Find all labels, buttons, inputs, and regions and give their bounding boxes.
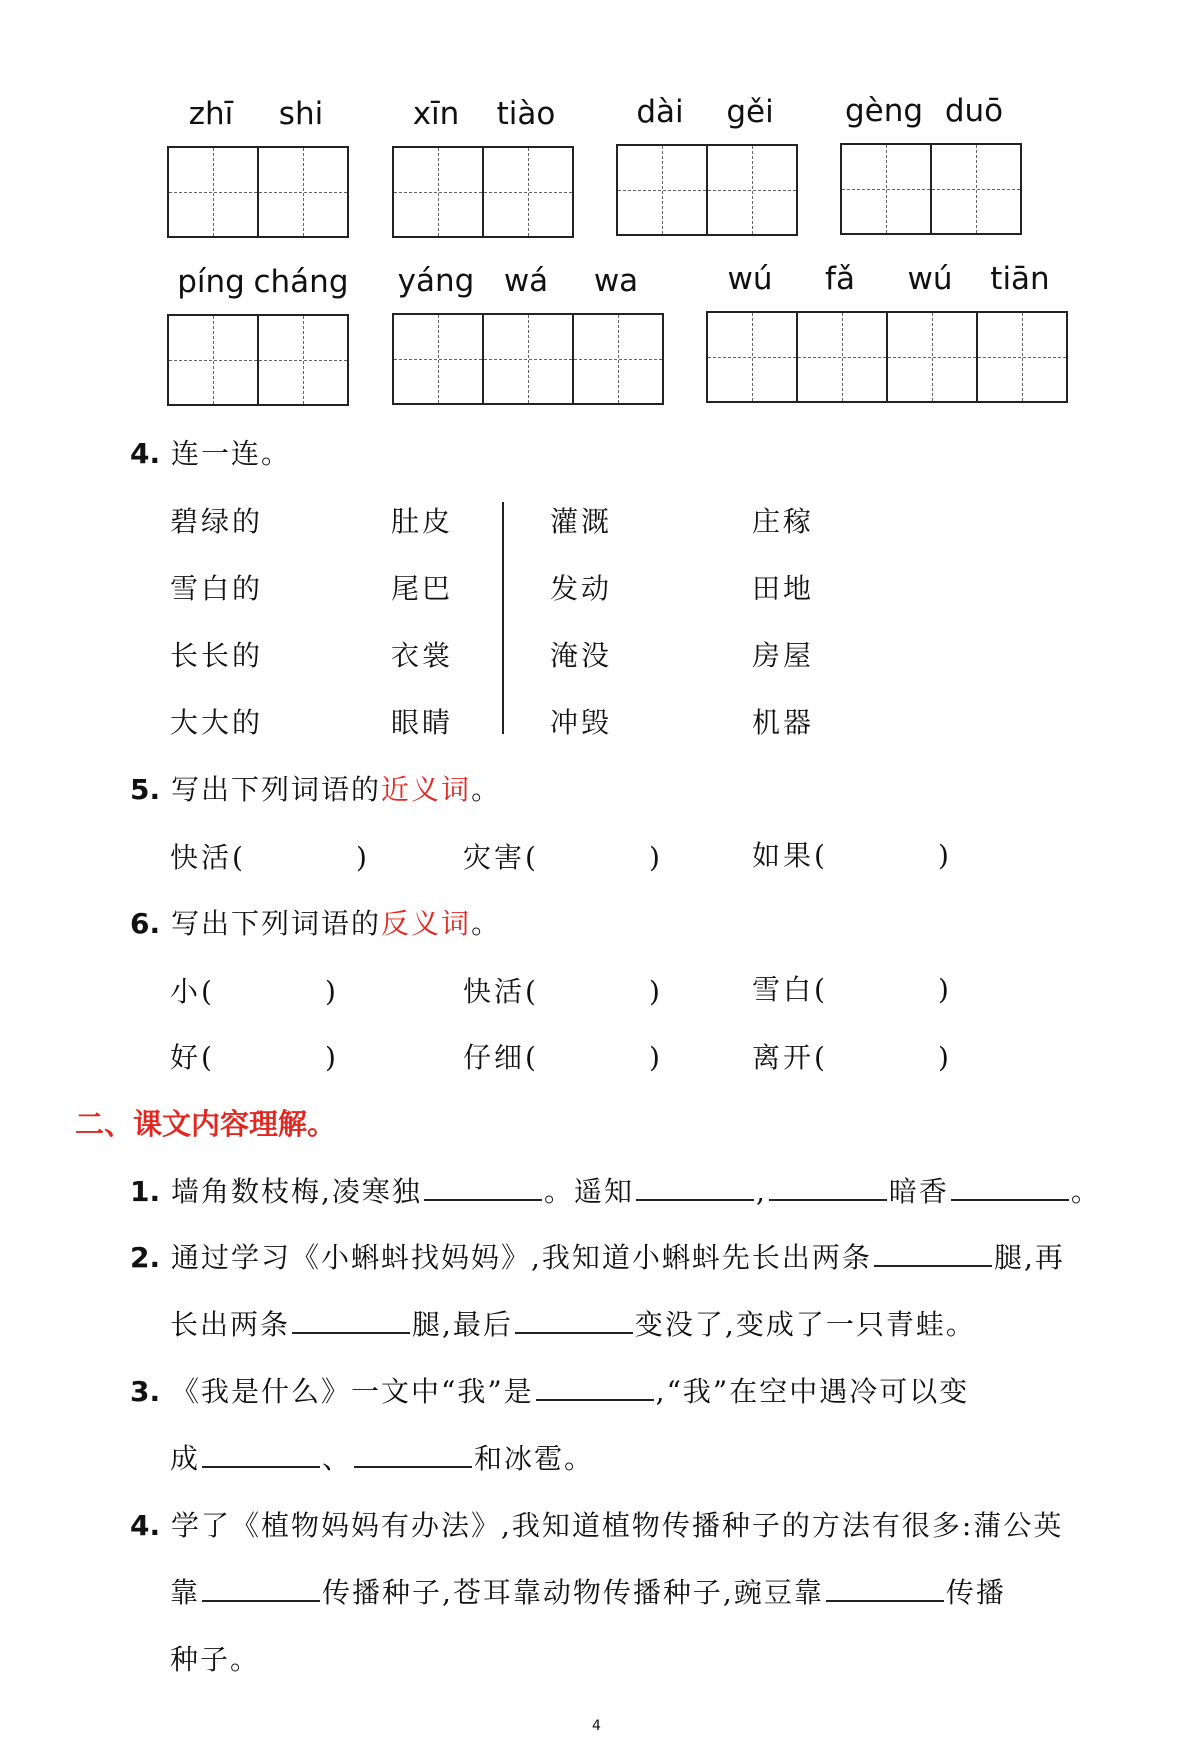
match-noun-3[interactable]: 房屋 bbox=[752, 639, 815, 672]
fill-blank[interactable] bbox=[424, 1173, 542, 1201]
s2-question-4-line-1: 4. 学了《植物妈妈有办法》,我知道植物传播种子的方法有很多:蒲公英 bbox=[130, 1509, 1064, 1542]
writing-grid[interactable] bbox=[167, 314, 349, 406]
writing-grid[interactable] bbox=[392, 313, 664, 405]
match-right-2[interactable]: 尾巴 bbox=[391, 572, 454, 605]
question-4-title: 4. 连一连。 bbox=[130, 437, 292, 470]
match-verb-3[interactable]: 淹没 bbox=[550, 639, 613, 672]
fill-blank[interactable] bbox=[951, 1173, 1069, 1201]
pinyin: zhī bbox=[188, 96, 234, 132]
antonym-item-2[interactable]: 快活( ) bbox=[463, 975, 663, 1008]
pinyin: tiān bbox=[990, 261, 1050, 297]
pinyin: gěi bbox=[726, 94, 774, 130]
pinyin: shi bbox=[278, 96, 324, 132]
fill-blank[interactable] bbox=[354, 1440, 472, 1468]
fill-blank[interactable] bbox=[769, 1173, 887, 1201]
fill-blank[interactable] bbox=[292, 1306, 410, 1334]
match-left-1[interactable]: 碧绿的 bbox=[170, 505, 264, 538]
page-number: 4 bbox=[592, 1718, 601, 1734]
s2-question-4-line-2: 靠 传播种子,苍耳靠动物传播种子,豌豆靠 传播 bbox=[170, 1576, 1006, 1609]
pinyin: dài bbox=[636, 94, 684, 130]
fill-blank[interactable] bbox=[202, 1440, 320, 1468]
match-right-4[interactable]: 眼睛 bbox=[391, 706, 454, 739]
pinyin: wú bbox=[727, 261, 773, 297]
match-left-2[interactable]: 雪白的 bbox=[170, 572, 264, 605]
fill-blank[interactable] bbox=[636, 1173, 754, 1201]
pinyin: yáng bbox=[397, 263, 475, 299]
match-verb-1[interactable]: 灌溉 bbox=[550, 505, 613, 538]
match-right-1[interactable]: 肚皮 bbox=[391, 505, 454, 538]
writing-grid[interactable] bbox=[616, 144, 798, 236]
s2-question-1: 1. 墙角数枝梅,凌寒独 。遥知 , 暗香 。 bbox=[130, 1175, 1101, 1208]
fill-blank[interactable] bbox=[826, 1574, 944, 1602]
match-noun-4[interactable]: 机器 bbox=[752, 706, 815, 739]
writing-grid[interactable] bbox=[706, 311, 1068, 403]
match-noun-1[interactable]: 庄稼 bbox=[752, 505, 815, 538]
divider-line bbox=[502, 502, 504, 734]
pinyin: xīn bbox=[412, 96, 460, 132]
antonym-item-1[interactable]: 小( ) bbox=[170, 975, 339, 1008]
fill-blank[interactable] bbox=[874, 1239, 992, 1267]
s2-question-3-line-1: 3. 《我是什么》一文中“我”是 ,“我”在空中遇冷可以变 bbox=[130, 1375, 970, 1408]
writing-grid[interactable] bbox=[840, 143, 1022, 235]
fill-blank[interactable] bbox=[515, 1306, 633, 1334]
synonym-item-3[interactable]: 如果( ) bbox=[752, 839, 952, 872]
question-6-title: 6. 写出下列词语的反义词。 bbox=[130, 907, 502, 940]
pinyin: tiào bbox=[496, 96, 556, 132]
synonym-item-1[interactable]: 快活( ) bbox=[170, 841, 370, 874]
match-verb-4[interactable]: 冲毁 bbox=[550, 706, 613, 739]
pinyin: wá bbox=[503, 263, 549, 299]
pinyin: píng bbox=[177, 264, 245, 300]
pinyin: gèng bbox=[844, 93, 924, 129]
question-5-title: 5. 写出下列词语的近义词。 bbox=[130, 773, 502, 806]
s2-question-2-line-1: 2. 通过学习《小蝌蚪找妈妈》,我知道小蝌蚪先长出两条 腿,再 bbox=[130, 1241, 1065, 1274]
antonym-item-4[interactable]: 好( ) bbox=[170, 1041, 339, 1074]
section-2-title: 二、课文内容理解。 bbox=[75, 1107, 337, 1141]
s2-question-3-line-2: 成 、 和冰雹。 bbox=[170, 1442, 595, 1475]
match-noun-2[interactable]: 田地 bbox=[752, 572, 815, 605]
s2-question-4-line-3: 种子。 bbox=[170, 1643, 261, 1676]
antonym-item-5[interactable]: 仔细( ) bbox=[463, 1041, 663, 1074]
writing-grid[interactable] bbox=[167, 146, 349, 238]
fill-blank[interactable] bbox=[202, 1574, 320, 1602]
s2-question-2-line-2: 长出两条 腿,最后 变没了,变成了一只青蛙。 bbox=[170, 1308, 976, 1341]
synonym-item-2[interactable]: 灾害( ) bbox=[463, 841, 663, 874]
pinyin: duō bbox=[944, 93, 1004, 129]
match-left-4[interactable]: 大大的 bbox=[170, 706, 264, 739]
antonym-item-3[interactable]: 雪白( ) bbox=[752, 973, 952, 1006]
writing-grid[interactable] bbox=[392, 146, 574, 238]
match-right-3[interactable]: 衣裳 bbox=[391, 639, 454, 672]
pinyin: fǎ bbox=[825, 261, 855, 297]
pinyin: wa bbox=[593, 263, 639, 299]
pinyin: cháng bbox=[253, 264, 349, 300]
fill-blank[interactable] bbox=[536, 1373, 654, 1401]
match-left-3[interactable]: 长长的 bbox=[170, 639, 264, 672]
pinyin: wú bbox=[907, 261, 953, 297]
antonym-item-6[interactable]: 离开( ) bbox=[752, 1041, 952, 1074]
match-verb-2[interactable]: 发动 bbox=[550, 572, 613, 605]
